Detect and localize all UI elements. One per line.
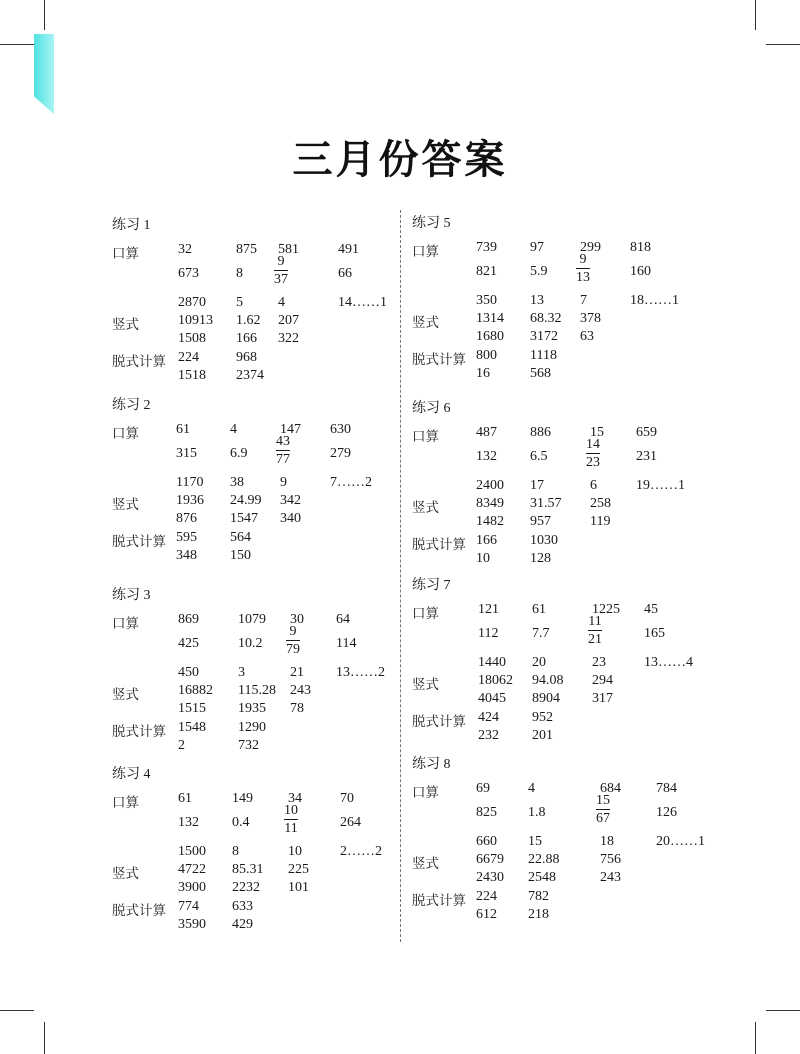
row-label-vertical: 竖式: [412, 500, 439, 516]
row-label-mental: 口算: [112, 246, 139, 262]
answer-value: 1170: [176, 475, 204, 490]
answer-value: 4722: [178, 862, 206, 877]
section-title: 练习 5: [412, 216, 451, 231]
answer-value: 207: [278, 313, 299, 328]
fraction-denominator: 67: [596, 811, 610, 826]
answer-value: 1440: [478, 655, 506, 670]
row-label-mental: 口算: [112, 616, 139, 632]
answer-value: 630: [330, 422, 351, 437]
fraction-answer: [286, 624, 300, 657]
answer-value: 348: [176, 548, 197, 563]
answer-value: 232: [478, 728, 499, 743]
section-title: 练习 3: [112, 588, 151, 603]
row-label-step: 脱式计算: [412, 714, 466, 730]
answer-value: 225: [288, 862, 309, 877]
answer-value: 1500: [178, 844, 206, 859]
answer-value: 147: [280, 422, 301, 437]
answer-value: 128: [530, 551, 551, 566]
answer-value: 2……2: [340, 844, 382, 859]
answer-value: 165: [644, 626, 665, 641]
fraction-denominator: 13: [576, 270, 590, 285]
answer-value: 10.2: [238, 636, 263, 651]
answer-value: 732: [238, 738, 259, 753]
answer-value: 10: [288, 844, 302, 859]
answer-value: 20: [532, 655, 546, 670]
answer-value: 2232: [232, 880, 260, 895]
page-title: 三月份答案: [292, 137, 508, 183]
answer-value: 2400: [476, 478, 504, 493]
answer-value: 756: [600, 852, 621, 867]
answer-value: 7.7: [532, 626, 550, 641]
answer-value: 13……4: [644, 655, 693, 670]
answer-value: 0.4: [232, 815, 250, 830]
fraction-numerator: 11: [588, 614, 602, 629]
answer-value: 6679: [476, 852, 504, 867]
answer-value: 21: [290, 665, 304, 680]
fraction-numerator: 9: [289, 624, 297, 639]
fraction-denominator: 79: [286, 642, 300, 657]
section-title: 练习 7: [412, 578, 451, 593]
answer-value: 201: [532, 728, 553, 743]
answer-value: 61: [178, 791, 192, 806]
answer-value: 34: [288, 791, 302, 806]
answer-value: 876: [176, 511, 197, 526]
row-label-mental: 口算: [412, 785, 439, 801]
answer-value: 224: [178, 350, 199, 365]
row-label-step: 脱式计算: [112, 724, 166, 740]
answer-value: 13: [530, 293, 544, 308]
answer-value: 564: [230, 530, 251, 545]
answer-value: 1936: [176, 493, 204, 508]
answer-value: 160: [630, 264, 651, 279]
answer-value: 114: [336, 636, 357, 651]
answer-value: 3: [238, 665, 245, 680]
crop-mark: [755, 0, 756, 30]
answer-value: 279: [330, 446, 351, 461]
answer-value: 243: [290, 683, 311, 698]
row-label-vertical: 竖式: [112, 687, 139, 703]
answer-value: 8: [236, 266, 243, 281]
answer-value: 115.28: [238, 683, 276, 698]
row-label-mental: 口算: [112, 426, 139, 442]
answer-value: 19……1: [636, 478, 685, 493]
answer-value: 3172: [530, 329, 558, 344]
fraction-denominator: 21: [588, 632, 602, 647]
answer-value: 800: [476, 348, 497, 363]
row-label-vertical: 竖式: [412, 677, 439, 693]
row-label-step: 脱式计算: [412, 893, 466, 909]
fraction-denominator: 77: [276, 452, 290, 467]
section-title: 练习 1: [112, 218, 151, 233]
crop-mark: [44, 0, 45, 30]
answer-value: 150: [230, 548, 251, 563]
answer-value: 14……1: [338, 295, 387, 310]
crop-mark: [766, 44, 800, 45]
answer-value: 315: [176, 446, 197, 461]
answer-value: 61: [532, 602, 546, 617]
answer-value: 8349: [476, 496, 504, 511]
answer-value: 3900: [178, 880, 206, 895]
answer-value: 166: [236, 331, 257, 346]
answer-value: 633: [232, 899, 253, 914]
crop-mark: [44, 1022, 45, 1054]
answer-value: 1518: [178, 368, 206, 383]
answer-value: 10913: [178, 313, 213, 328]
answer-value: 22.88: [528, 852, 560, 867]
answer-value: 63: [580, 329, 594, 344]
answer-value: 342: [280, 493, 301, 508]
answer-value: 69: [476, 781, 490, 796]
section-title: 练习 8: [412, 757, 451, 772]
row-label-vertical: 竖式: [412, 856, 439, 872]
answer-value: 166: [476, 533, 497, 548]
answer-value: 1.62: [236, 313, 261, 328]
answer-value: 450: [178, 665, 199, 680]
answer-value: 378: [580, 311, 601, 326]
fraction-answer: [588, 614, 602, 647]
answer-value: 1225: [592, 602, 620, 617]
answer-value: 425: [178, 636, 199, 651]
answer-value: 2430: [476, 870, 504, 885]
answer-value: 61: [176, 422, 190, 437]
answer-value: 6.9: [230, 446, 248, 461]
side-tab-marker: [34, 34, 54, 114]
answer-value: 1.8: [528, 805, 546, 820]
fraction-bar: [596, 809, 610, 810]
answer-value: 1314: [476, 311, 504, 326]
answer-value: 424: [478, 710, 499, 725]
answer-value: 2548: [528, 870, 556, 885]
fraction-bar: [586, 453, 600, 454]
answer-value: 16: [476, 366, 490, 381]
answer-value: 8: [232, 844, 239, 859]
fraction-answer: [586, 437, 600, 470]
fraction-bar: [284, 819, 298, 820]
fraction-numerator: 9: [579, 252, 587, 267]
answer-value: 9: [280, 475, 287, 490]
fraction-bar: [576, 268, 590, 269]
answer-value: 568: [530, 366, 551, 381]
fraction-answer: [576, 252, 590, 285]
answer-value: 4: [528, 781, 535, 796]
answer-value: 491: [338, 242, 359, 257]
answer-value: 5.9: [530, 264, 548, 279]
fraction-numerator: 15: [596, 793, 610, 808]
crop-mark: [755, 1022, 756, 1054]
section-title: 练习 2: [112, 398, 151, 413]
answer-value: 294: [592, 673, 613, 688]
answer-value: 66: [338, 266, 352, 281]
answer-value: 2374: [236, 368, 264, 383]
row-label-vertical: 竖式: [412, 315, 439, 331]
answer-value: 487: [476, 425, 497, 440]
answer-value: 1935: [238, 701, 266, 716]
answer-value: 875: [236, 242, 257, 257]
row-label-step: 脱式计算: [412, 537, 466, 553]
answer-value: 350: [476, 293, 497, 308]
answer-value: 1515: [178, 701, 206, 716]
row-label-vertical: 竖式: [112, 317, 139, 333]
answer-value: 4045: [478, 691, 506, 706]
row-label-mental: 口算: [412, 244, 439, 260]
fraction-bar: [588, 630, 602, 631]
answer-value: 825: [476, 805, 497, 820]
answer-value: 149: [232, 791, 253, 806]
fraction-answer: [276, 434, 290, 467]
answer-value: 24.99: [230, 493, 262, 508]
answer-value: 18: [600, 834, 614, 849]
answer-value: 64: [336, 612, 350, 627]
answer-value: 23: [592, 655, 606, 670]
answer-value: 18……1: [630, 293, 679, 308]
answer-value: 4: [230, 422, 237, 437]
answer-value: 4: [278, 295, 285, 310]
answer-value: 3590: [178, 917, 206, 932]
answer-value: 45: [644, 602, 658, 617]
answer-value: 15: [528, 834, 542, 849]
fraction-numerator: 9: [277, 254, 285, 269]
answer-value: 6: [590, 478, 597, 493]
crop-mark: [766, 1010, 800, 1011]
answer-value: 673: [178, 266, 199, 281]
row-label-vertical: 竖式: [112, 866, 139, 882]
answer-value: 85.31: [232, 862, 264, 877]
answer-value: 31.57: [530, 496, 562, 511]
answer-value: 8904: [532, 691, 560, 706]
row-label-mental: 口算: [412, 429, 439, 445]
fraction-denominator: 23: [586, 455, 600, 470]
answer-value: 1118: [530, 348, 557, 363]
answer-value: 2: [178, 738, 185, 753]
answer-value: 886: [530, 425, 551, 440]
answer-value: 15: [590, 425, 604, 440]
answer-value: 1548: [178, 720, 206, 735]
answer-value: 818: [630, 240, 651, 255]
column-divider: [400, 210, 401, 942]
answer-value: 612: [476, 907, 497, 922]
answer-value: 231: [636, 449, 657, 464]
answer-value: 317: [592, 691, 613, 706]
fraction-denominator: 11: [284, 821, 298, 836]
answer-value: 224: [476, 889, 497, 904]
answer-value: 10: [476, 551, 490, 566]
fraction-answer: [274, 254, 288, 287]
answer-value: 38: [230, 475, 244, 490]
answer-value: 684: [600, 781, 621, 796]
answer-value: 16882: [178, 683, 213, 698]
answer-value: 126: [656, 805, 677, 820]
answer-value: 429: [232, 917, 253, 932]
row-label-vertical: 竖式: [112, 497, 139, 513]
answer-value: 1547: [230, 511, 258, 526]
answer-value: 340: [280, 511, 301, 526]
answer-value: 1508: [178, 331, 206, 346]
answer-value: 119: [590, 514, 611, 529]
fraction-answer: [596, 793, 610, 826]
fraction-answer: [284, 803, 298, 836]
answer-value: 774: [178, 899, 199, 914]
answer-value: 1290: [238, 720, 266, 735]
row-label-step: 脱式计算: [412, 352, 466, 368]
fraction-denominator: 37: [274, 272, 288, 287]
answer-value: 7: [580, 293, 587, 308]
answer-value: 68.32: [530, 311, 562, 326]
answer-value: 957: [530, 514, 551, 529]
answer-value: 13……2: [336, 665, 385, 680]
row-label-step: 脱式计算: [112, 354, 166, 370]
answer-value: 20……1: [656, 834, 705, 849]
answer-value: 968: [236, 350, 257, 365]
answer-value: 17: [530, 478, 544, 493]
answer-value: 322: [278, 331, 299, 346]
answer-value: 869: [178, 612, 199, 627]
answer-value: 6.5: [530, 449, 548, 464]
answer-value: 2870: [178, 295, 206, 310]
answer-value: 30: [290, 612, 304, 627]
answer-value: 32: [178, 242, 192, 257]
section-title: 练习 4: [112, 767, 151, 782]
row-label-step: 脱式计算: [112, 903, 166, 919]
answer-value: 7……2: [330, 475, 372, 490]
answer-value: 112: [478, 626, 499, 641]
answer-value: 1030: [530, 533, 558, 548]
answer-value: 94.08: [532, 673, 564, 688]
answer-value: 18062: [478, 673, 513, 688]
answer-value: 581: [278, 242, 299, 257]
answer-value: 821: [476, 264, 497, 279]
answer-value: 739: [476, 240, 497, 255]
row-label-step: 脱式计算: [112, 534, 166, 550]
answer-value: 121: [478, 602, 499, 617]
fraction-numerator: 14: [586, 437, 600, 452]
answer-value: 264: [340, 815, 361, 830]
fraction-numerator: 10: [284, 803, 298, 818]
answer-value: 952: [532, 710, 553, 725]
answer-value: 1482: [476, 514, 504, 529]
answer-value: 784: [656, 781, 677, 796]
answer-value: 243: [600, 870, 621, 885]
answer-value: 78: [290, 701, 304, 716]
answer-value: 132: [178, 815, 199, 830]
answer-value: 659: [636, 425, 657, 440]
answer-value: 97: [530, 240, 544, 255]
answer-value: 258: [590, 496, 611, 511]
answer-value: 595: [176, 530, 197, 545]
answer-value: 70: [340, 791, 354, 806]
answer-value: 1680: [476, 329, 504, 344]
section-title: 练习 6: [412, 401, 451, 416]
answer-value: 132: [476, 449, 497, 464]
answer-value: 782: [528, 889, 549, 904]
row-label-mental: 口算: [412, 606, 439, 622]
fraction-bar: [286, 640, 300, 641]
crop-mark: [0, 1010, 34, 1011]
answer-value: 5: [236, 295, 243, 310]
answer-value: 299: [580, 240, 601, 255]
answer-value: 660: [476, 834, 497, 849]
crop-mark: [0, 44, 34, 45]
fraction-numerator: 43: [276, 434, 290, 449]
row-label-mental: 口算: [112, 795, 139, 811]
fraction-bar: [274, 270, 288, 271]
answer-value: 101: [288, 880, 309, 895]
fraction-bar: [276, 450, 290, 451]
answer-value: 218: [528, 907, 549, 922]
answer-value: 1079: [238, 612, 266, 627]
